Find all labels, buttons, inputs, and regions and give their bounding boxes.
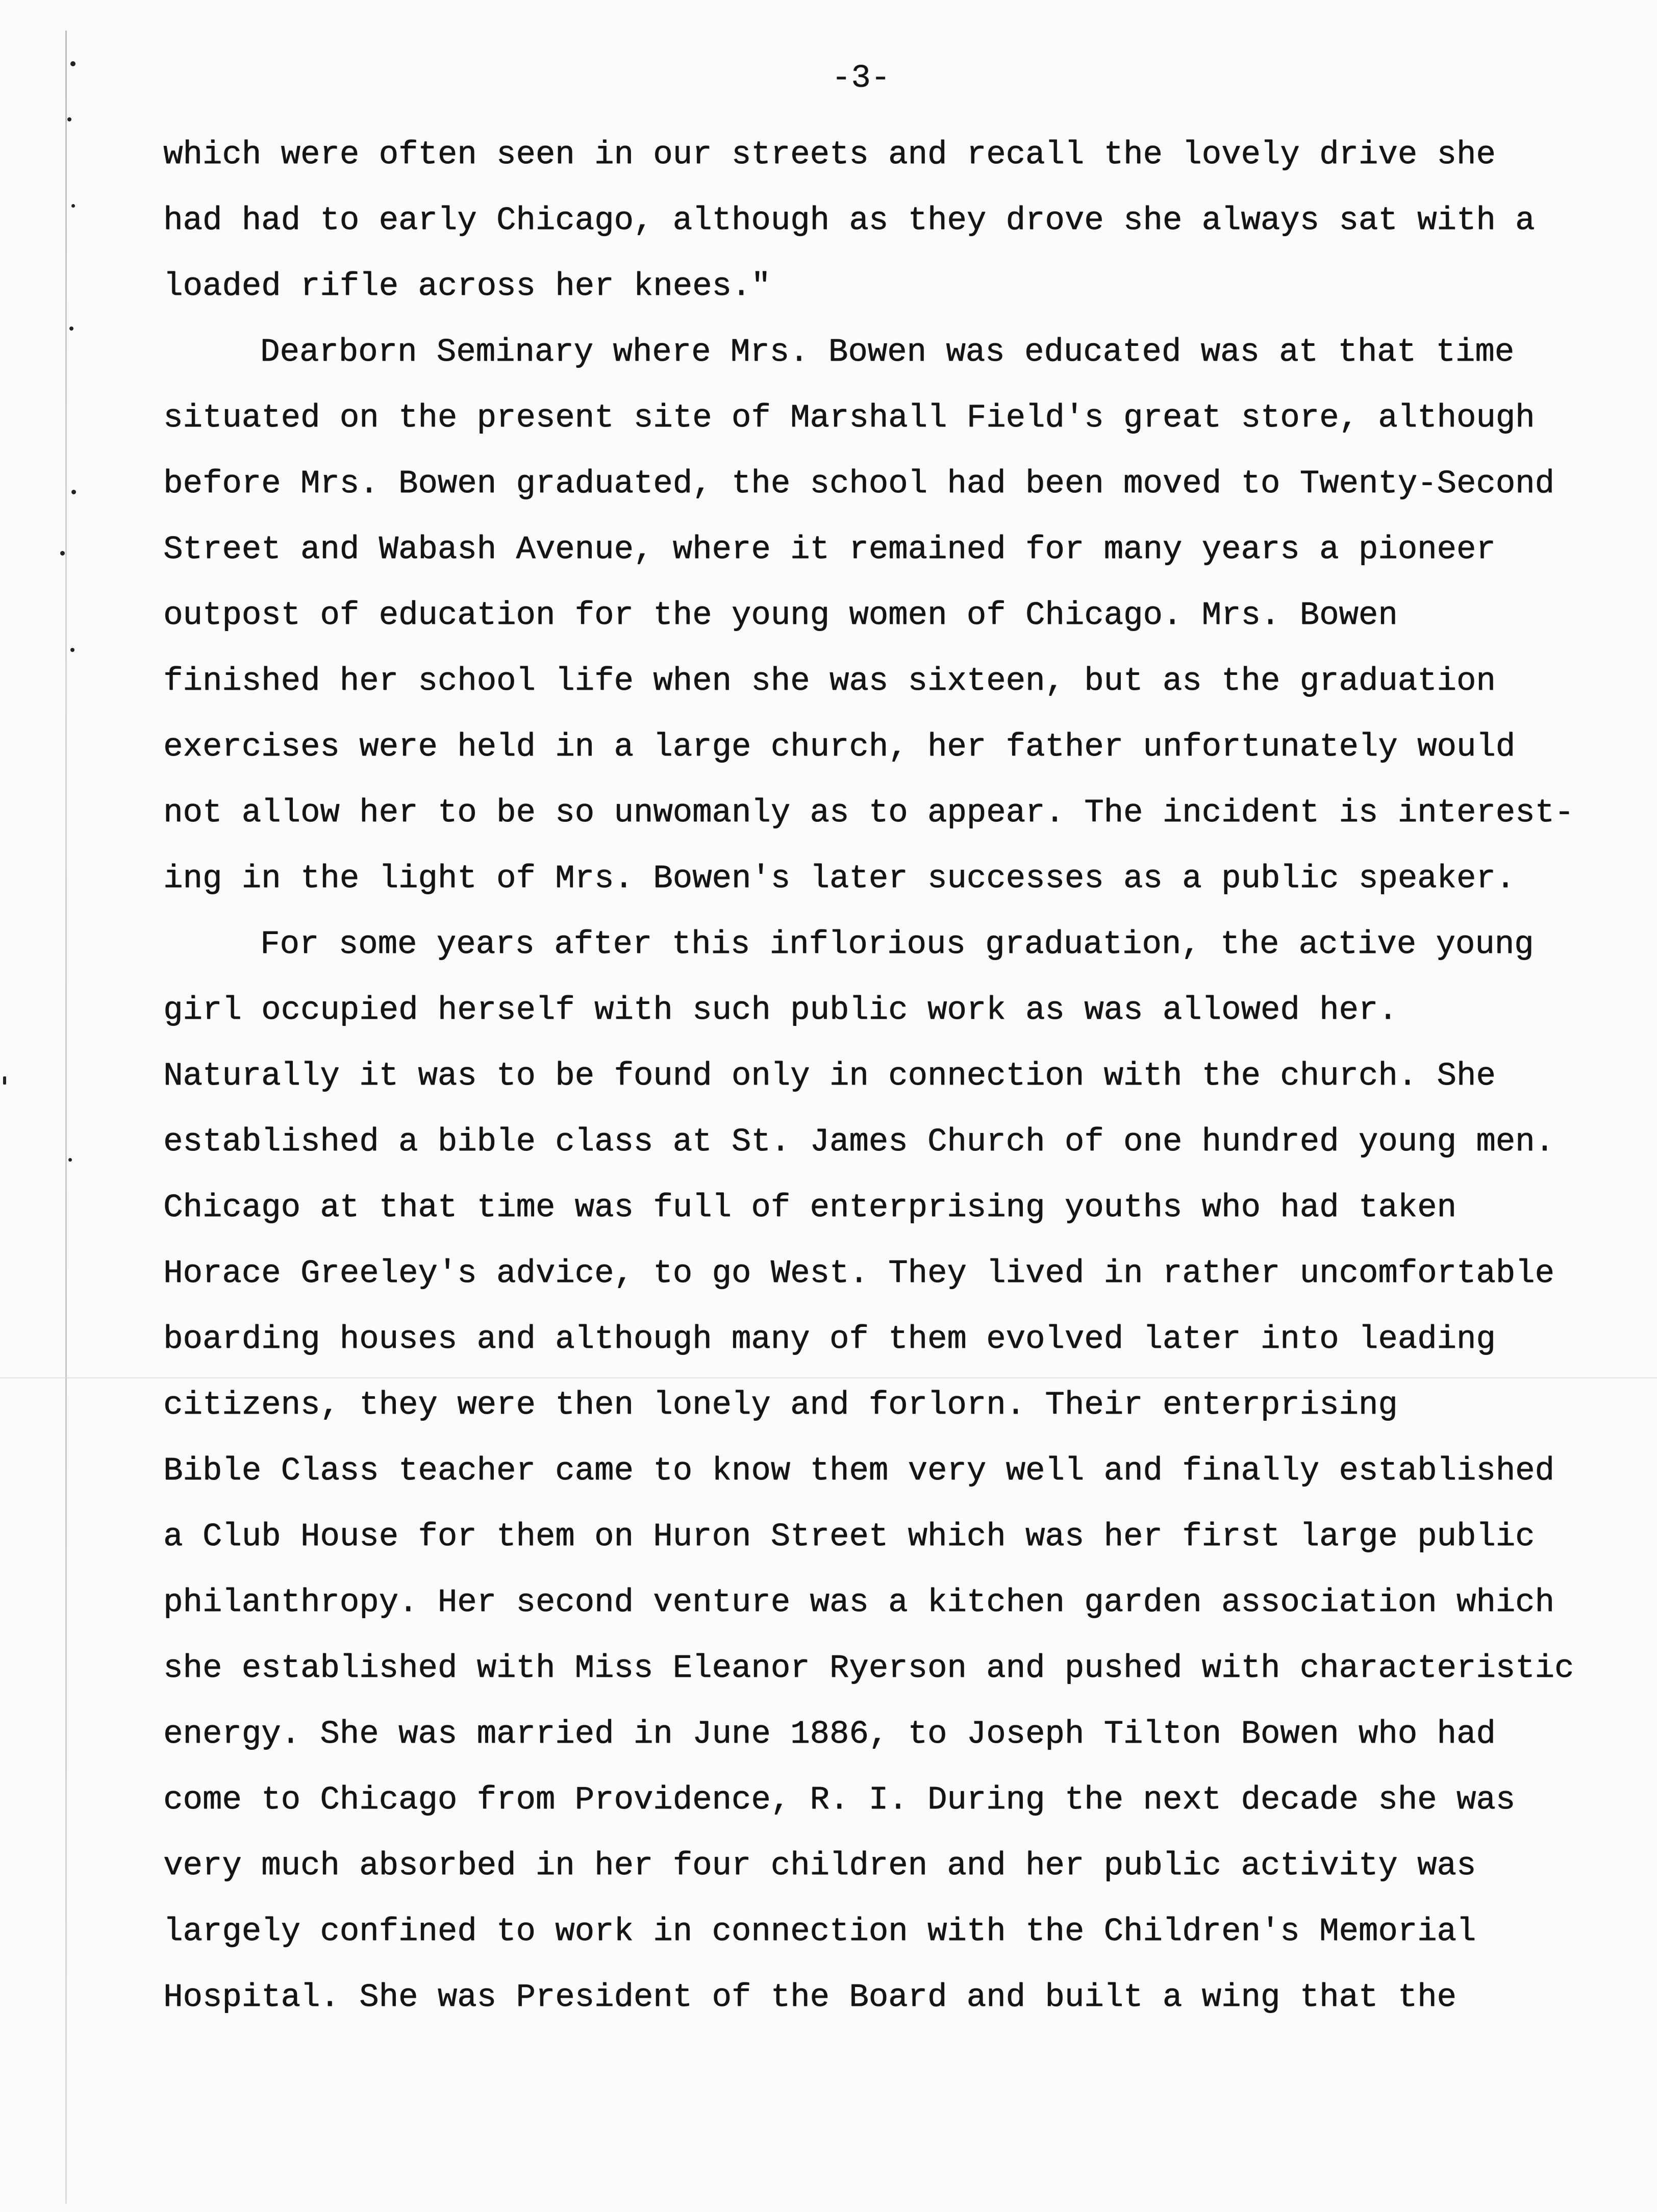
- text-line: boarding houses and although many of them evolved later into leading: [163, 1321, 1496, 1358]
- page-number: -3-: [832, 60, 891, 97]
- text-line: Street and Wabash Avenue, where it remained for many years a pioneer: [163, 532, 1496, 568]
- text-line: finished her school life when she was sixteen, but as the graduation: [163, 663, 1496, 700]
- text-line: had had to early Chicago, although as they drove she always sat with a: [163, 203, 1535, 239]
- text-line: she established with Miss Eleanor Ryerson and pushed with characteristic: [163, 1650, 1574, 1687]
- text-line: not allow her to be so unwomanly as to appear. The incident is interest-: [163, 795, 1574, 832]
- page-edge-line: [65, 31, 67, 2204]
- text-line: loaded rifle across her knees.": [163, 268, 771, 305]
- page-left-edge: [0, 0, 77, 2212]
- text-line: come to Chicago from Providence, R. I. During the next decade she was: [163, 1782, 1516, 1819]
- text-line: which were often seen in our streets and recall the lovely drive she: [163, 137, 1496, 173]
- text-line: established a bible class at St. James Church of one hundred young men.: [163, 1124, 1554, 1161]
- edge-speck: [60, 551, 65, 556]
- text-line: citizens, they were then lonely and forlorn. Their enterprising: [163, 1387, 1398, 1424]
- text-line: Bible Class teacher came to know them very well and finally established: [163, 1453, 1554, 1490]
- paragraph-start-line: Dearborn Seminary where Mrs. Bowen was educated was at that time: [260, 334, 1514, 371]
- edge-speck: [69, 326, 73, 331]
- text-line: a Club House for them on Huron Street which was her first large public: [163, 1519, 1535, 1555]
- text-line: Hospital. She was President of the Board and built a wing that the: [163, 1979, 1457, 2016]
- edge-speck: [70, 648, 74, 652]
- text-line: Chicago at that time was full of enterprising youths who had taken: [163, 1190, 1457, 1226]
- text-line: philanthropy. Her second venture was a kitchen garden association which: [163, 1585, 1554, 1621]
- edge-speck: [68, 1158, 72, 1162]
- text-line: Horace Greeley's advice, to go West. They lived in rather uncomfortable: [163, 1255, 1554, 1292]
- body-text: [163, 122, 1592, 2031]
- text-line: ing in the light of Mrs. Bowen's later successes as a public speaker.: [163, 861, 1516, 897]
- text-line: outpost of education for the young women of Chicago. Mrs. Bowen: [163, 597, 1398, 634]
- text-line: very much absorbed in her four children and her public activity was: [163, 1848, 1476, 1884]
- text-line: before Mrs. Bowen graduated, the school had been moved to Twenty-Second: [163, 466, 1554, 502]
- text-line: largely confined to work in connection with the Children's Memorial: [163, 1914, 1476, 1950]
- edge-speck: [71, 490, 76, 494]
- text-line: Naturally it was to be found only in connection with the church. She: [163, 1058, 1496, 1095]
- edge-speck: [70, 61, 76, 66]
- text-line: energy. She was married in June 1886, to Joseph Tilton Bowen who had: [163, 1716, 1496, 1753]
- paragraph-start-line: For some years after this inflorious graduation, the active young: [260, 926, 1534, 963]
- edge-speck: [71, 204, 75, 208]
- text-line: girl occupied herself with such public work as was allowed her.: [163, 992, 1398, 1029]
- edge-speck: [67, 117, 71, 121]
- text-line: situated on the present site of Marshall Field's great store, although: [163, 400, 1535, 437]
- text-line: exercises were held in a large church, her father unfortunately would: [163, 729, 1516, 766]
- edge-speck: [3, 1076, 6, 1085]
